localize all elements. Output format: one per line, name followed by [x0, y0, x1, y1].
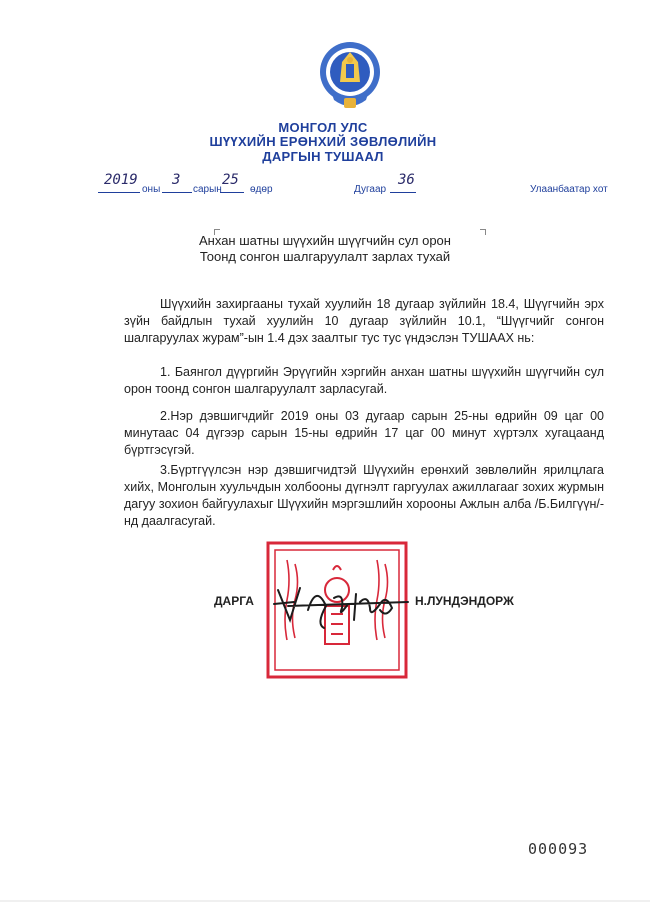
body-paragraph-2-text: 1. Баянгол дүүргийн Эрүүгийн хэргийн анхан шатны шүүхийн шүүгчийн сул орон тоонд сонгон шалгаруулалт зарласугай. [124, 365, 604, 396]
body-paragraph-1-text: Шүүхийн захиргааны тухай хуулийн 18 дугаар зүйлийн 18.4, Шүүгчийн эрх зүйн байдлын тухай хуулийн 10 дугаар зүйлийн 10.1, “Шүүгчийг сонгон шалгаруулах журам”-ын 1.4 дэх заалтыг тус тус үндэслэн ТУШААХ нь: [124, 297, 604, 345]
day-handwritten: 25 [222, 172, 239, 188]
year-label: оны [142, 184, 161, 195]
day-label: өдөр [250, 184, 273, 195]
header-council: ШҮҮХИЙН ЕРӨНХИЙ ЗӨВЛӨЛИЙН [209, 134, 437, 149]
body-paragraph-3 [124, 408, 604, 459]
header-country: МОНГОЛ УЛС [278, 120, 368, 135]
month-handwritten: 3 [172, 172, 181, 188]
subject-line-2: Тоонд сонгон шалгаруулалт зарлах тухай [199, 249, 451, 264]
header-order-title: ДАРГЫН ТУШААЛ [262, 149, 384, 164]
document-serial-number: 000093 [528, 840, 589, 858]
handwritten-signature [268, 580, 418, 630]
signatory-name: Н.ЛУНДЭНДОРЖ [415, 594, 514, 608]
number-underline [390, 192, 416, 193]
state-emblem-icon [318, 38, 382, 114]
month-underline [162, 192, 192, 193]
place-label: Улаанбаатар хот [530, 184, 608, 195]
subject-block [0, 233, 650, 265]
body-paragraph-4 [124, 462, 604, 530]
year-underline [98, 192, 140, 193]
body-paragraph-2 [124, 364, 604, 398]
date-line [0, 172, 650, 198]
page-bottom-edge [0, 900, 650, 902]
signatory-title: ДАРГА [214, 594, 254, 608]
number-handwritten: 36 [398, 172, 415, 188]
year-handwritten: 2019 [104, 172, 138, 188]
number-label: Дугаар [354, 184, 387, 195]
subject-line-1: Анхан шатны шүүхийн шүүгчийн сул орон [199, 233, 451, 248]
body-paragraph-3-text: 2.Нэр дэвшигчдийг 2019 оны 03 дугаар сарын 25-ны өдрийн 09 цаг 00 минутаас 04 дүгээр сарын 15-ны өдрийн 17 цаг 00 минут хүртэлх хугацаанд бүртгэсүгэй. [124, 409, 604, 457]
day-underline [220, 192, 244, 193]
body-paragraph-4-text: 3.Бүртгүүлсэн нэр дэвшигчидтэй Шүүхийн ерөнхий зөвлөлийн ярилцлага хийх, Монголын хуульчдын холбооны дүгнэлт гаргуулах ажиллагааг зохих журмын дагуу зохион байгуулахыг Шүүхийн мэргэшлийн хорооны Ажлын алба /Б.Билгүүн/-нд даалгасугай. [124, 463, 604, 528]
month-label: сарын [193, 184, 222, 195]
body-paragraph-1 [124, 296, 604, 347]
